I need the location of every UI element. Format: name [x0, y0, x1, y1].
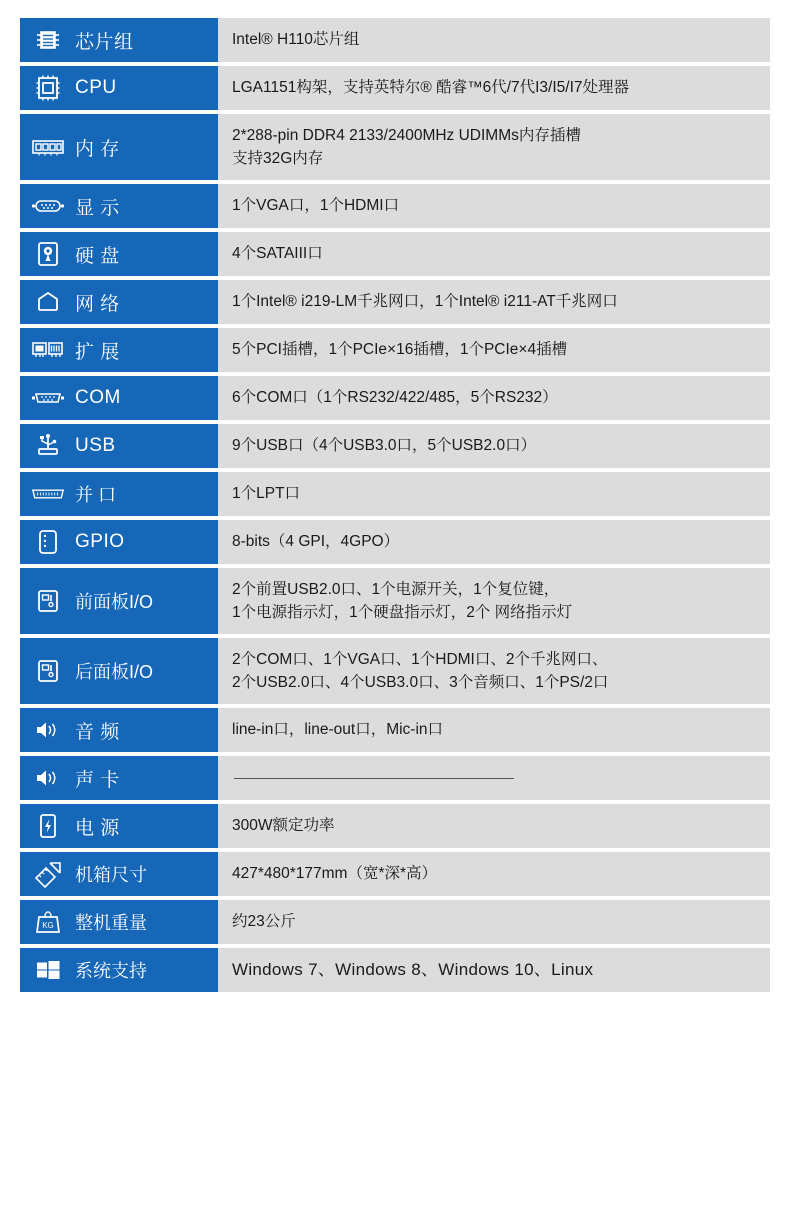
spec-value-line: 427*480*177mm（宽*深*高）: [232, 865, 438, 883]
spec-label-cell: [20, 472, 218, 516]
spec-label-cell: [20, 638, 218, 704]
table-row: [20, 328, 770, 372]
spec-value-line: 9个USB口（4个USB3.0口，5个USB2.0口）: [232, 437, 537, 455]
spec-label-cell: [20, 568, 218, 634]
spec-label-text: 网 络: [75, 293, 120, 315]
windows-icon: [30, 954, 66, 986]
spec-value-line: LGA1151构架，支持英特尔® 酷睿™6代/7代I3/I5/I7处理器: [232, 79, 630, 97]
spec-value-line: 约23公斤: [232, 913, 296, 931]
spec-label-text: 后面板I/O: [75, 662, 154, 682]
spec-label-text: 内 存: [75, 138, 120, 160]
spec-value-cell: [218, 520, 770, 564]
table-row: [20, 804, 770, 848]
weight-icon: [30, 906, 66, 938]
table-row: [20, 852, 770, 896]
table-row: [20, 424, 770, 468]
spec-value-cell: [218, 804, 770, 848]
spec-label-text: 芯片组: [75, 31, 134, 53]
blank-value-rule: [234, 778, 514, 779]
table-row: [20, 638, 770, 704]
spec-value-line: 8-bits（4 GPI，4GPO）: [232, 533, 400, 551]
cpu-icon: [30, 72, 66, 104]
spec-label-cell: [20, 708, 218, 752]
spec-value-line: 6个COM口（1个RS232/422/485，5个RS232）: [232, 389, 558, 407]
expansion-slot-icon: [30, 334, 66, 366]
spec-value-cell: [218, 638, 770, 704]
spec-label-text: 显 示: [75, 197, 120, 219]
power-icon: [30, 810, 66, 842]
spec-value-cell: [218, 708, 770, 752]
spec-value-cell: [218, 232, 770, 276]
spec-value-line: line-in口，line-out口，Mic-in口: [232, 721, 444, 739]
harddisk-icon: [30, 238, 66, 270]
spec-label-cell: [20, 424, 218, 468]
spec-value-cell: [218, 280, 770, 324]
display-icon: [30, 190, 66, 222]
table-row: [20, 948, 770, 992]
table-row: [20, 66, 770, 110]
spec-label-text: 机箱尺寸: [75, 865, 147, 885]
chassis-size-icon: [30, 858, 66, 890]
spec-value-line: 5个PCI插槽，1个PCIe×16插槽，1个PCIe×4插槽: [232, 341, 568, 359]
spec-value-line: 1个电源指示灯，1个硬盘指示灯，2个 网络指示灯: [232, 604, 573, 621]
spec-label-text: COM: [75, 387, 121, 408]
spec-value-cell: [218, 18, 770, 62]
spec-value-cell: [218, 568, 770, 634]
spec-label-text: 系统支持: [75, 961, 147, 981]
spec-label-cell: [20, 900, 218, 944]
specification-table: [20, 14, 770, 996]
spec-label-cell: [20, 184, 218, 228]
usb-icon: [30, 430, 66, 462]
spec-label-text: 扩 展: [75, 341, 120, 363]
spec-label-cell: [20, 948, 218, 992]
spec-label-cell: [20, 114, 218, 180]
spec-label-cell: [20, 804, 218, 848]
spec-value-cell: [218, 852, 770, 896]
spec-label-text: GPIO: [75, 531, 125, 552]
spec-value-line: 4个SATAIII口: [232, 245, 323, 263]
spec-value-cell: [218, 184, 770, 228]
table-row: [20, 184, 770, 228]
spec-label-text: 整机重量: [75, 913, 147, 933]
table-row: [20, 568, 770, 634]
spec-label-text: 硬 盘: [75, 245, 120, 267]
front-panel-io-icon: [30, 585, 66, 617]
spec-value-line: 2个前置USB2.0口、1个电源开关，1个复位键，: [232, 580, 560, 598]
gpio-icon: [30, 526, 66, 558]
table-row: [20, 376, 770, 420]
spec-value-line: 2个USB2.0口、4个USB3.0口、3个音频口、1个PS/2口: [232, 674, 609, 691]
spec-label-cell: [20, 376, 218, 420]
table-row: [20, 900, 770, 944]
spec-label-cell: [20, 328, 218, 372]
spec-label-text: CPU: [75, 77, 117, 98]
spec-value-cell: [218, 948, 770, 992]
table-row: [20, 280, 770, 324]
spec-label-cell: [20, 66, 218, 110]
table-row: [20, 232, 770, 276]
spec-value-line: 2个COM口、1个VGA口、1个HDMI口、2个千兆网口、: [232, 650, 608, 668]
chipset-icon: [30, 24, 66, 56]
spec-value-line: 1个VGA口，1个HDMI口: [232, 197, 400, 215]
table-row: [20, 708, 770, 752]
audio-icon: [30, 714, 66, 746]
rear-panel-io-icon: [30, 655, 66, 687]
network-icon: [30, 286, 66, 318]
spec-value-line: 300W额定功率: [232, 817, 335, 835]
table-row: [20, 756, 770, 800]
sound-card-icon: [30, 762, 66, 794]
spec-label-cell: [20, 756, 218, 800]
table-row: [20, 18, 770, 62]
spec-label-text: 并 口: [75, 485, 117, 505]
com-port-icon: [30, 382, 66, 414]
spec-label-text: 前面板I/O: [75, 592, 154, 612]
specification-table-body: [20, 18, 770, 992]
spec-label-text: 音 频: [75, 721, 120, 743]
spec-label-cell: [20, 18, 218, 62]
spec-value-cell: [218, 472, 770, 516]
spec-value-line: 1个Intel® i219-LM千兆网口，1个Intel® i211-AT千兆网口: [232, 293, 618, 311]
spec-label-text: 电 源: [75, 817, 120, 839]
spec-label-cell: [20, 232, 218, 276]
spec-value-cell: [218, 756, 770, 800]
spec-value-cell: [218, 66, 770, 110]
parallel-port-icon: [30, 478, 66, 510]
spec-value-line: 支持32G内存: [232, 150, 324, 167]
spec-label-cell: [20, 280, 218, 324]
spec-value-line: 1个LPT口: [232, 485, 301, 503]
spec-value-line: Windows 7、Windows 8、Windows 10、Linux: [232, 960, 594, 980]
spec-label-text: USB: [75, 435, 116, 456]
spec-value-cell: [218, 328, 770, 372]
spec-label-cell: [20, 852, 218, 896]
table-row: [20, 114, 770, 180]
spec-value-cell: [218, 376, 770, 420]
spec-value-line: Intel® H110芯片组: [232, 31, 360, 49]
table-row: [20, 472, 770, 516]
spec-value-cell: [218, 424, 770, 468]
spec-label-text: 声 卡: [75, 769, 120, 791]
table-row: [20, 520, 770, 564]
spec-value-cell: [218, 900, 770, 944]
memory-icon: [30, 131, 66, 163]
spec-value-cell: [218, 114, 770, 180]
svg-text:KG: KG: [42, 921, 54, 930]
spec-value-line: 2*288-pin DDR4 2133/2400MHz UDIMMs内存插槽: [232, 126, 581, 144]
spec-label-cell: [20, 520, 218, 564]
